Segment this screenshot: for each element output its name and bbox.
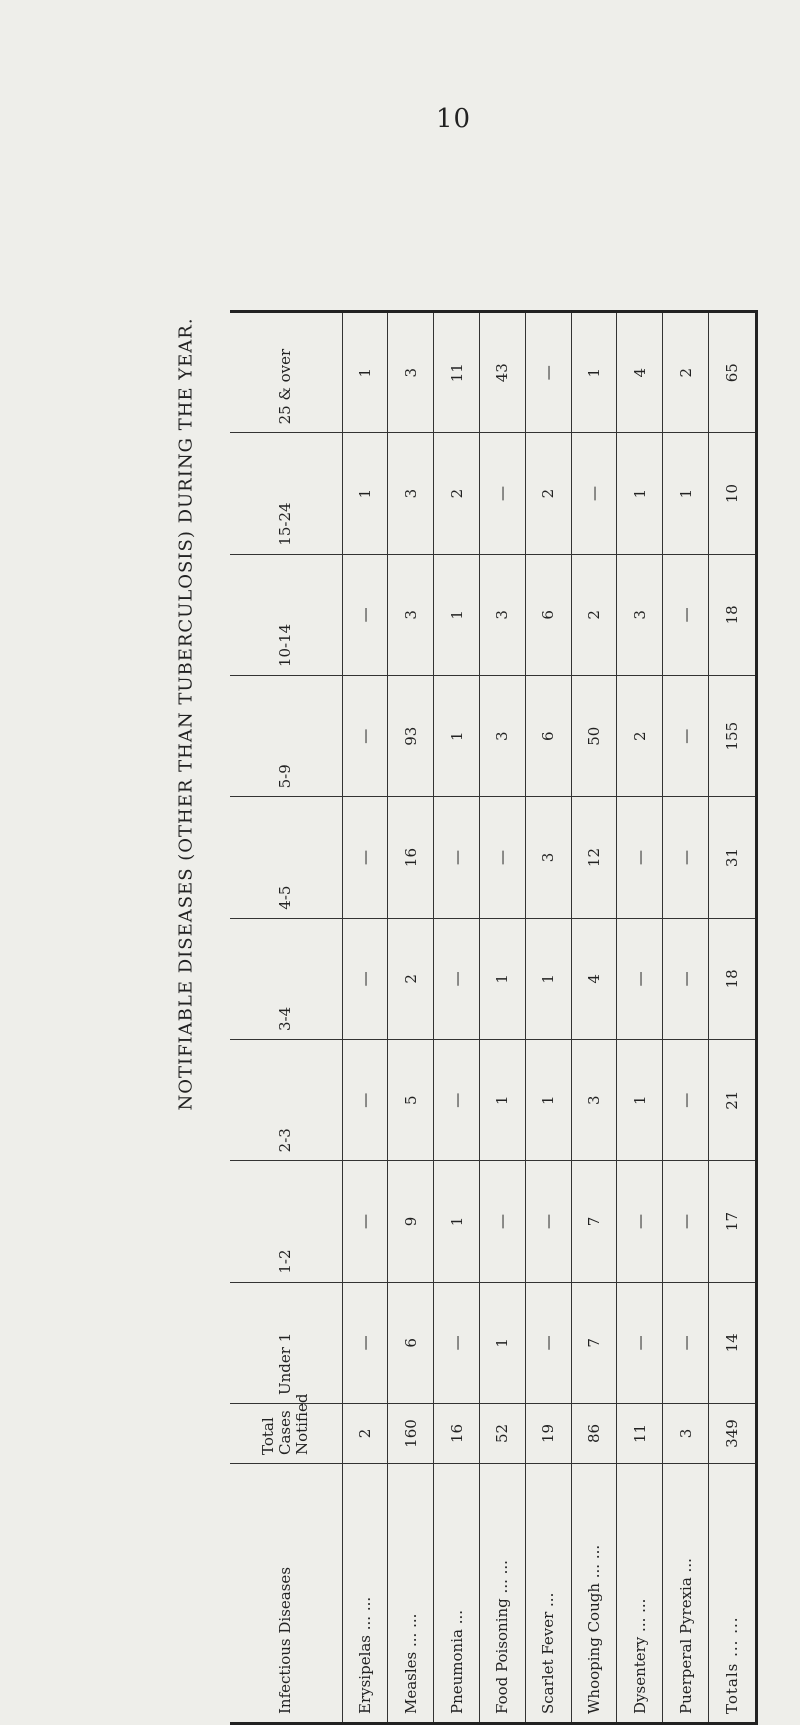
cell: — [342,676,388,797]
cell: 9 [388,1161,434,1282]
disease-label: Dysentery ... [630,1617,649,1714]
cell: 3 [388,312,434,433]
cell: 18 [709,554,757,675]
cell: 1 [434,676,480,797]
table-container [230,310,758,1725]
cell: 2 [571,554,617,675]
total-cell: 16 [434,1404,480,1464]
cell: 6 [525,554,571,675]
table-row [617,312,663,1724]
header-25-and-over: 25 & over [230,312,342,433]
disease-name [525,1464,571,1724]
cell: — [663,1040,709,1161]
cell: 3 [480,554,526,675]
total-cell: 11 [617,1404,663,1464]
cell: — [434,1282,480,1403]
cell: 1 [480,1040,526,1161]
cell: 155 [709,676,757,797]
table-row [480,312,526,1724]
total-cell: 3 [663,1404,709,1464]
table-row [388,312,434,1724]
totals-row [709,312,757,1724]
cell: — [480,797,526,918]
header-5-9: 5-9 [230,676,342,797]
cell: — [663,1282,709,1403]
cell: 1 [617,433,663,554]
header-1-2: 1-2 [230,1161,342,1282]
cell: 1 [663,433,709,554]
cell: 2 [434,433,480,554]
total-cell: 52 [480,1404,526,1464]
cell: — [480,1161,526,1282]
cell: — [663,918,709,1039]
cell: 6 [525,676,571,797]
rotated-table-frame [230,310,758,1725]
cell: — [342,1282,388,1403]
cell: 4 [617,312,663,433]
cell: — [525,312,571,433]
leader-dots: ... [401,1613,420,1628]
cell: 2 [617,676,663,797]
totals-label [709,1464,757,1724]
table-row [525,312,571,1724]
cell: 1 [617,1040,663,1161]
cell: — [525,1161,571,1282]
cell: — [342,918,388,1039]
cell: 4 [571,918,617,1039]
cell: — [342,554,388,675]
cell: 1 [434,554,480,675]
cell: 5 [388,1040,434,1161]
cell: 7 [571,1282,617,1403]
leader-dots: ... [630,1598,649,1613]
cell: 3 [388,433,434,554]
total-cell: 349 [709,1404,757,1464]
cell: 1 [342,312,388,433]
cell: 2 [388,918,434,1039]
cell: — [525,1282,571,1403]
cell: 10 [709,433,757,554]
leader-dots: ... [355,1596,374,1612]
disease-name [434,1464,480,1724]
leader-dots: ... [493,1560,512,1575]
cell: 2 [525,433,571,554]
total-cell: 86 [571,1404,617,1464]
cell: 1 [525,1040,571,1161]
table-row [663,312,709,1724]
cell: 43 [480,312,526,433]
cell: — [434,918,480,1039]
cell: 6 [388,1282,434,1403]
cell: — [663,797,709,918]
cell: 1 [342,433,388,554]
cell: — [617,1282,663,1403]
cell: 3 [480,676,526,797]
cell: — [342,1161,388,1282]
leader-dots: ... [676,1558,695,1573]
notifiable-diseases-table [230,310,758,1725]
disease-name [480,1464,526,1724]
cell: 1 [434,1161,480,1282]
disease-name [617,1464,663,1724]
cell: 65 [709,312,757,433]
disease-label: Erysipelas ... [355,1615,374,1714]
cell: 16 [388,797,434,918]
cell: — [480,433,526,554]
disease-name [663,1464,709,1724]
cell: — [342,1040,388,1161]
cell: — [617,1161,663,1282]
cell: 3 [617,554,663,675]
cell: 1 [525,918,571,1039]
cell: — [434,1040,480,1161]
cell: 11 [434,312,480,433]
disease-name [571,1464,617,1724]
leader-dots: ... [585,1544,604,1560]
cell: 31 [709,797,757,918]
leader-dots: ... [723,1616,742,1634]
leader-dots: ... [447,1609,466,1625]
cell: — [571,433,617,554]
cell: — [663,676,709,797]
total-cell: 160 [388,1404,434,1464]
cell: 93 [388,676,434,797]
cell: — [434,797,480,918]
header-total-cases: Total Cases Notified [230,1404,342,1464]
total-cell: 2 [342,1404,388,1464]
header-under-1: Under 1 [230,1282,342,1403]
header-10-14: 10-14 [230,554,342,675]
cell: — [342,797,388,918]
cell: 7 [571,1161,617,1282]
header-15-24: 15-24 [230,433,342,554]
page-number: 10 [436,104,472,134]
disease-name [388,1464,434,1724]
cell: 3 [388,554,434,675]
cell: 1 [571,312,617,433]
table-row [571,312,617,1724]
header-3-4: 3-4 [230,918,342,1039]
cell: 50 [571,676,617,797]
cell: 18 [709,918,757,1039]
header-infectious-diseases: Infectious Diseases [230,1464,342,1724]
header-4-5: 4-5 [230,797,342,918]
cell: 21 [709,1040,757,1161]
cell: — [617,918,663,1039]
cell: 14 [709,1282,757,1403]
header-row [230,312,342,1724]
disease-label: Puerperal Pyrexia [676,1577,695,1714]
table-row [342,312,388,1724]
cell: — [617,797,663,918]
cell: 1 [480,918,526,1039]
cell: 12 [571,797,617,918]
disease-label: Food Poisoning ... [493,1579,512,1714]
totals-text: Totals ... [723,1639,742,1714]
cell: 1 [480,1282,526,1403]
disease-label: Measles ... [401,1632,420,1714]
cell: — [663,1161,709,1282]
cell: 17 [709,1161,757,1282]
cell: — [663,554,709,675]
disease-label: Scarlet Fever [539,1611,558,1714]
leader-dots: ... [539,1592,558,1607]
disease-name [342,1464,388,1724]
table-row [434,312,480,1724]
cell: 3 [525,797,571,918]
page-title: NOTIFIABLE DISEASES (OTHER THAN TUBERCULOSIS) DURING THE YEAR. [175,317,197,1111]
header-2-3: 2-3 [230,1040,342,1161]
cell: 2 [663,312,709,433]
total-cell: 19 [525,1404,571,1464]
disease-label: Pneumonia [447,1629,466,1714]
disease-label: Whooping Cough ... [585,1563,604,1714]
cell: 3 [571,1040,617,1161]
